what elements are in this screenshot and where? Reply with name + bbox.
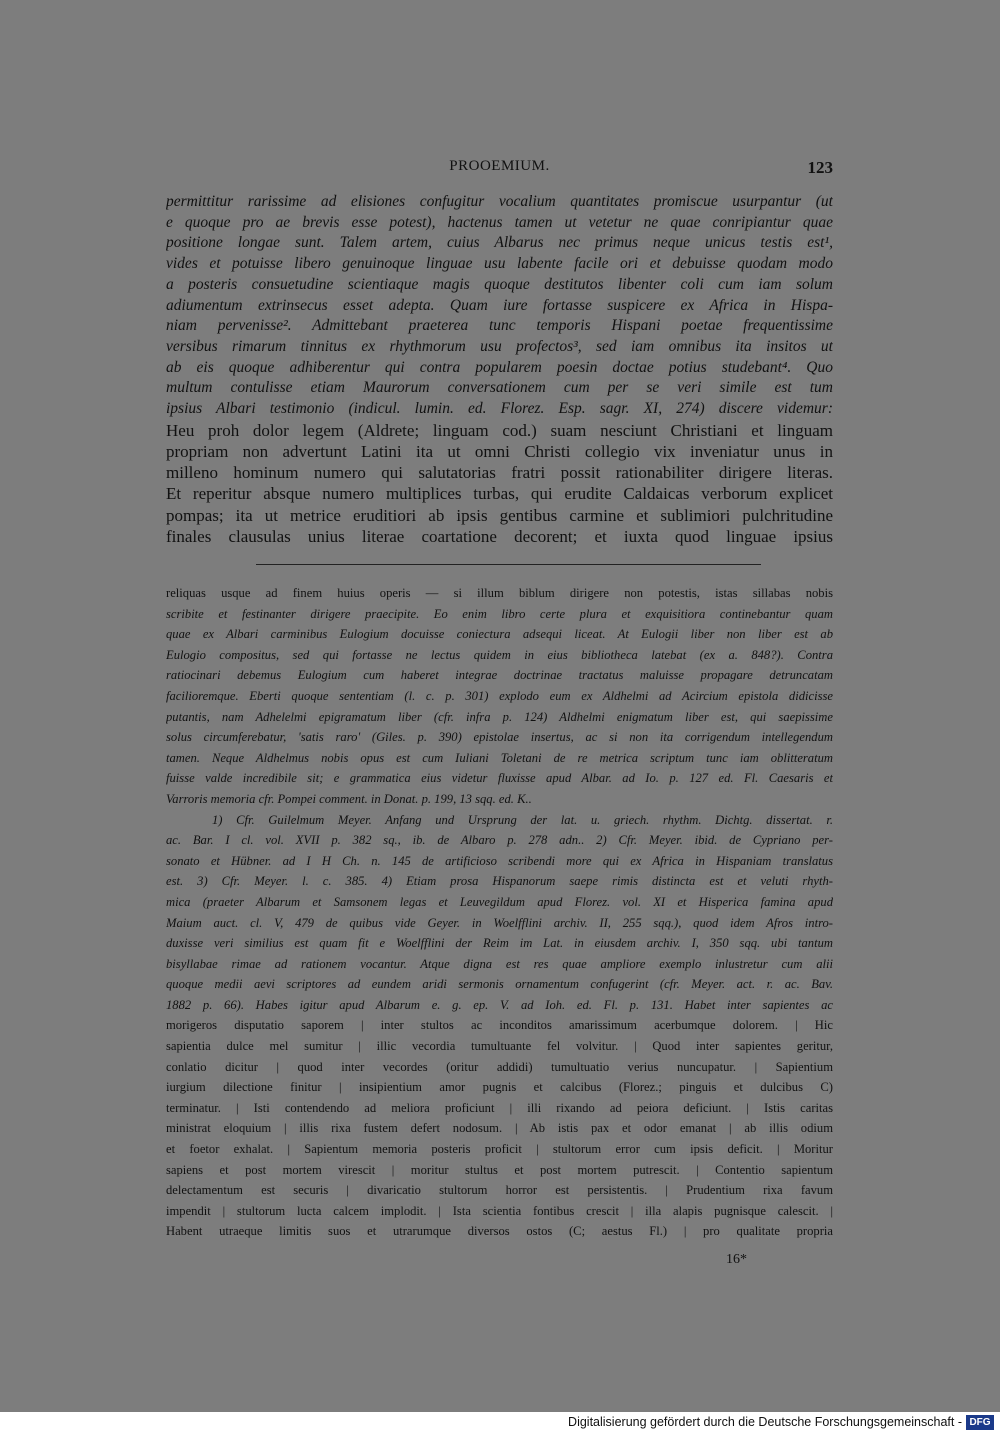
- footnote-line: delectamentum est securis | divaricatio stultorum horror est persistentis. | Prudentium rixa favum: [166, 1183, 833, 1198]
- footnote-line: duxisse veri similius est quam fit e Woelfflini der Reim im Lat. in eiusdem archiv. I, 350 sqq. ubi tantum: [166, 936, 833, 951]
- footnote-line: sapientia dulce mel sumitur | illic vecordia tumultuante fel volvitur. | Quod inter sapientes geritur,: [166, 1039, 833, 1054]
- footnote-line: impendit | stultorum lucta calcem implodit. | Ista scientia fontibus crescit | illa alapis pugnisque calescit. |: [166, 1203, 833, 1218]
- text-line: multum contulisse etiam Maurorum conversationem cum per se veri simile est tum: [166, 379, 833, 397]
- page-header: [166, 158, 833, 180]
- footnote-line: Habent utraeque limitis suos et utrarumque diversos ostos (C; aestus Fl.) | pro qualitate propria: [166, 1224, 833, 1239]
- footnote-line: terminatur. | Isti contendendo ad meliora proficiunt | illi rixando ad peiora deficiunt. | Istis caritas: [166, 1100, 833, 1115]
- footnote-line: 1) Cfr. Guilelmum Meyer. Anfang und Ursprung der lat. u. griech. rhythm. Dichtg. dissertat. r.: [212, 812, 833, 827]
- note-line: tamen. Neque Aldhelmus nobis opus est cum Iuliani Toletani de re metrica scriptum tunc iam oblitteratum: [166, 750, 833, 765]
- footnote-line: ministrat eloquium | illis rixa fustem defert nodosum. | Ab istis pax et odor emanat | ab illis odium: [166, 1121, 833, 1136]
- footnote-line: morigeros disputatio saporem | inter stultos ac inconditos amarissimum acerbumque dolorem. | Hic: [166, 1018, 833, 1033]
- text-line: adiumentum extrinsecus esset adepta. Quam iure fortasse suspicere ex Africa in Hispa-: [166, 296, 833, 314]
- footnote-line: sapiens et post mortem virescit | moritur stultus et post mortem putrescit. | Contentio sapientum: [166, 1162, 833, 1177]
- text-line: vides et potuisse libero genuinoque linguae usu labente facile ori et debuisse quodam modo: [166, 255, 833, 273]
- running-head: PROOEMIUM.: [449, 158, 550, 174]
- note-line: ratiocinari debemus Eulogium cum haberet integrae doctrinae tractatus maluisse propagare detruncatam: [166, 668, 833, 683]
- footnote-line: Maium auct. cl. V, 479 de quibus vide Geyer. in Woelfflini archiv. II, 255 sqq.), quod idem Afros intro-: [166, 915, 833, 930]
- note-line: putantis, nam Adhelelmi epigramatum liber (cfr. infra p. 124) Aldhelmi enigmatum liber est, qui saepissime: [166, 709, 833, 724]
- quote-line: finales clausulas unius literae coartatione decorent; et iuxta quod linguae ipsius: [166, 526, 833, 546]
- footnote-line: bisyllabae rimae ad rationem vocantur. Atque digna est res quae ampliore exemplo inlustretur cum alii: [166, 956, 833, 971]
- quote-line: milleno hominum numero qui salutatorias fratri possit rationabiliter dirigere literas.: [166, 463, 833, 483]
- text-line: ipsius Albari testimonio (indicul. lumin. ed. Florez. Esp. sagr. XI, 274) discere videmur:: [166, 400, 833, 418]
- text-line: permittitur rarissime ad elisiones confugitur vocalium quantitates promiscue usurpantur (ut: [166, 193, 833, 210]
- signature-mark: 16*: [726, 1252, 747, 1267]
- page-number: 123: [807, 158, 833, 177]
- dfg-logo: DFG: [966, 1415, 994, 1430]
- footnote-separator: [256, 564, 761, 565]
- footnote-line: et foetor exhalat. | Sapientum memoria posteris proficit | stultorum error cum ipsis deficit. | Moritur: [166, 1142, 833, 1157]
- footnote-line: 1882 p. 66). Habes igitur apud Albarum e. g. ep. V. ad Ioh. ed. Fl. p. 131. Habet inter sapientes ac: [166, 997, 833, 1012]
- footnote-line: conlatio dicitur | quod inter vecordes (oritur addidi) tumultuatio verius nuncupatur. | Sapientium: [166, 1059, 833, 1074]
- text-line: a posteris consuetudine scientiaque magis quoque destitutos libenter coli cum iam solum: [166, 275, 833, 293]
- quote-line: pompas; ita ut metrice eruditiori ab ipsis gentibus carmine et sublimiori pulchritudine: [166, 505, 833, 525]
- note-line: scribite et festinanter dirigere praecipite. Eo enim libro certe plura et exquisitiora continebantur quam: [166, 606, 833, 621]
- footnote-line: ac. Bar. I cl. vol. XVII p. 382 sq., ib. de Albaro p. 278 adn.. 2) Cfr. Meyer. ibid. de Cypriano per-: [166, 833, 833, 848]
- quote-line: Et reperitur absque numero multiplices turbas, qui erudite Caldaicas verborum explicet: [166, 484, 833, 504]
- note-line: quae ex Albari carminibus Eulogium docuisse coniectura adsequi liceat. At Eulogii liber non liber est ab: [166, 627, 833, 642]
- text-line: e quoque pro ae brevis esse potest), hactenus tamen ut vetetur ne quae conripiantur quae: [166, 213, 833, 231]
- footnotes-block: [166, 583, 833, 1242]
- note-line: fuisse valde incredibile sit; e grammatica eius videtur fluxisse apud Albar. ad Io. p. 127 ed. Fl. Caesaris et: [166, 771, 833, 786]
- note-line: Eulogio compositus, sed qui fortasse ne lectus quidem in eius bibliotheca latebat (ex a. 848?). Contra: [166, 647, 833, 662]
- funding-notice: Digitalisierung gefördert durch die Deutsche Forschungsgemeinschaft -: [568, 1415, 962, 1429]
- text-line: positione longae sunt. Talem artem, cuius Albarus nec primus neque unicus testis est¹,: [166, 234, 833, 252]
- footnote-line: mica (praeter Albarum et Samsonem legas et Leuvegildum apud Florez. vol. XI et Hisperica famina apud: [166, 894, 833, 909]
- text-line: niam pervenisse². Admittebant praeterea tunc temporis Hispani poetae frequentissime: [166, 317, 833, 335]
- footnote-line: quoque medii aevi scriptores ad eundem aridi sermonis ornamentum confugerint (cfr. Meyer. act. r. ac. Bav.: [166, 977, 833, 992]
- text-line: ab eis quoque adhiberentur qui contra popularem poesin doctae potius studebant⁴. Quo: [166, 358, 833, 376]
- note-line: reliquas usque ad finem huius operis — si illum biblum dirigere non potestis, istas sillabas nobis: [166, 586, 833, 600]
- footer-bar: [0, 1412, 1000, 1434]
- quote-line: Heu proh dolor legem (Aldrete; linguam cod.) suam nesciunt Christiani et linguam: [166, 420, 833, 440]
- note-line: Varroris memoria cfr. Pompei comment. in Donat. p. 199, 13 sqq. ed. K..: [166, 791, 532, 806]
- footnote-line: iurgium dilectione finitur | insipientium amor pugnis et calcibus (Florez.; pinguis et dulcibus C): [166, 1080, 833, 1095]
- footnote-line: sonato et Hübner. ad I H Ch. n. 145 de artificioso scribendi more qui ex Africa in Hispaniam translatus: [166, 853, 833, 868]
- text-line: versibus rimarum tinnitus ex rhythmorum usu profectos³, sed iam omnibus ita insitos ut: [166, 337, 833, 355]
- note-line: facilioremque. Eberti quoque sententiam (l. c. p. 301) explodo eum ex Aldhelmi ad Acircium epistola didicisse: [166, 688, 833, 703]
- footnote-line: est. 3) Cfr. Meyer. l. c. 385. 4) Etiam prosa Hispanorum saepe rimis distincta est et veluti rhyth-: [166, 874, 833, 889]
- note-line: solus circumferebatur, 'satis raro' (Giles. p. 390) epistolae insertus, ac si non ita corrigendum intellegendum: [166, 730, 833, 745]
- quote-line: propriam non advertunt Latini ita ut omni Christi collegio vix inveniatur unus in: [166, 441, 833, 461]
- main-text: [166, 192, 833, 547]
